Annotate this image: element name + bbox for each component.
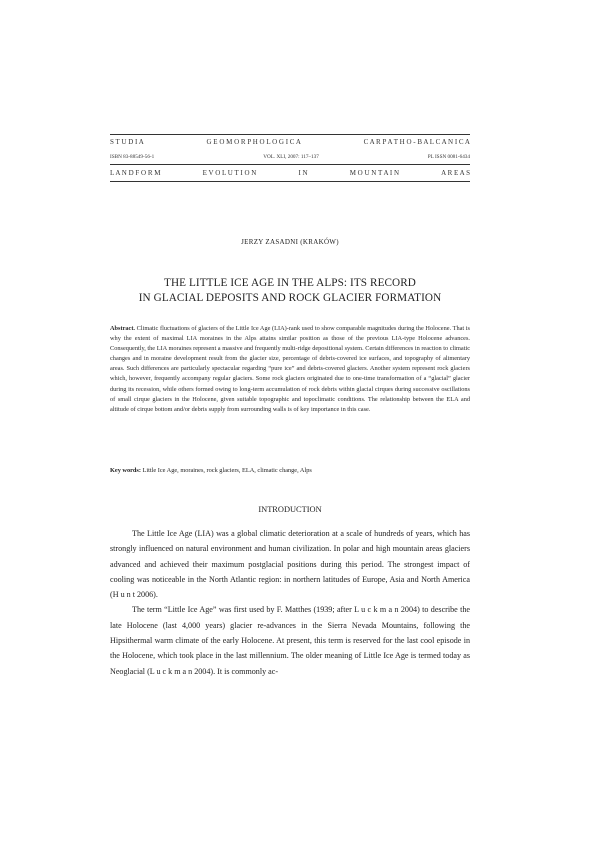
abstract bbox=[110, 324, 470, 415]
section-heading: INTRODUCTION bbox=[258, 505, 322, 514]
issn: PL ISSN 0081-6434 bbox=[427, 154, 470, 160]
journal-word: C A R P A T H O - B A L C A N I C A bbox=[363, 138, 470, 146]
journal-word: G E O M O R P H O L O G I C A bbox=[206, 138, 301, 146]
series-name bbox=[110, 169, 470, 177]
volume: VOL. XLI, 2007: 117–137 bbox=[263, 154, 319, 160]
abstract-label: Abstract. bbox=[110, 325, 136, 332]
header-middle-rule bbox=[110, 164, 470, 165]
series-word: L A N D F O R M bbox=[110, 169, 161, 177]
body-text bbox=[110, 526, 470, 679]
abstract-text: Climatic fluctuations of glaciers of the Little Ice Age (LIA)-rank used to show comparable magnitudes during the Holocene. That is why the extent of maximal LIA moraines in the Alps attains similar position as those of the previous LIA-type Holocene advances. Consequently, the LIA moraines represent a massive and frequently multi-ridge depositional system. Certain differences in reaction to climatic changes and in moraine development result from the glacier size, percentage of debris-covered ice surfaces, and topography of alimentary areas. Such differences are particularly spectacular regarding “pure ice” and debris-covered glaciers. Another system represent rock glaciers which, however, frequently accompany regular glaciers. Some rock glaciers originated due to one-time transformation of a “glacial” glacier during its recession, while others formed owing to long-term accumulation of rock debris within glacial cirques during successive oscillations of small cirque glaciers in the Holocene, given suitable topographic and topoclimatic conditions. The relationship between the ELA and altitude of cirque bottom and/or debris supply from surrounding walls is of key importance in this case. bbox=[110, 325, 470, 413]
series-word: A R E A S bbox=[441, 169, 470, 177]
keywords-label: Key words: bbox=[110, 467, 141, 474]
journal-word: S T U D I A bbox=[110, 138, 144, 146]
series-word: M O U N T A I N bbox=[349, 169, 400, 177]
publication-meta bbox=[110, 154, 470, 160]
keywords-text: Little Ice Age, moraines, rock glaciers, ELA, climatic change, Alps bbox=[142, 467, 312, 474]
header-bottom-rule bbox=[110, 181, 470, 182]
journal-name bbox=[110, 138, 470, 146]
title-line: THE LITTLE ICE AGE IN THE ALPS: ITS RECORD bbox=[164, 277, 416, 289]
header-top-rule bbox=[110, 134, 470, 135]
author: JERZY ZASADNI (KRAKÓW) bbox=[241, 238, 339, 246]
series-word: E V O L U T I O N bbox=[202, 169, 257, 177]
series-word: I N bbox=[298, 169, 308, 177]
isbn: ISBN 83-88549-56-1 bbox=[110, 154, 155, 160]
article-title bbox=[110, 276, 470, 306]
paragraph: The Little Ice Age (LIA) was a global climatic deterioration at a scale of hundreds of years, which has strongly influenced on natural environment and human civilization. In polar and high mountain areas glaciers advanced and achieved their maximum postglacial positions during this period. The strongest impact of cooling was noticeable in the North Atlantic region: in northern latitudes of Europe, Asia and North America (H u n t 2006). bbox=[110, 529, 470, 600]
title-line: IN GLACIAL DEPOSITS AND ROCK GLACIER FORMATION bbox=[138, 292, 442, 304]
keywords bbox=[110, 466, 470, 476]
paragraph: The term “Little Ice Age” was first used by F. Matthes (1939; after L u c k m a n 2004) to describe the late Holocene (last 4,000 years) glacier re-advances in the Sierra Nevada Mountains, following the Hipsithermal warm climate of the early Holocene. At present, this term is reserved for the last cool episode in the Holocene, which took place in the last millennium. The older meaning of Little Ice Age is termed today as Neoglacial (L u c k m a n 2004). It is commonly ac- bbox=[110, 605, 470, 676]
